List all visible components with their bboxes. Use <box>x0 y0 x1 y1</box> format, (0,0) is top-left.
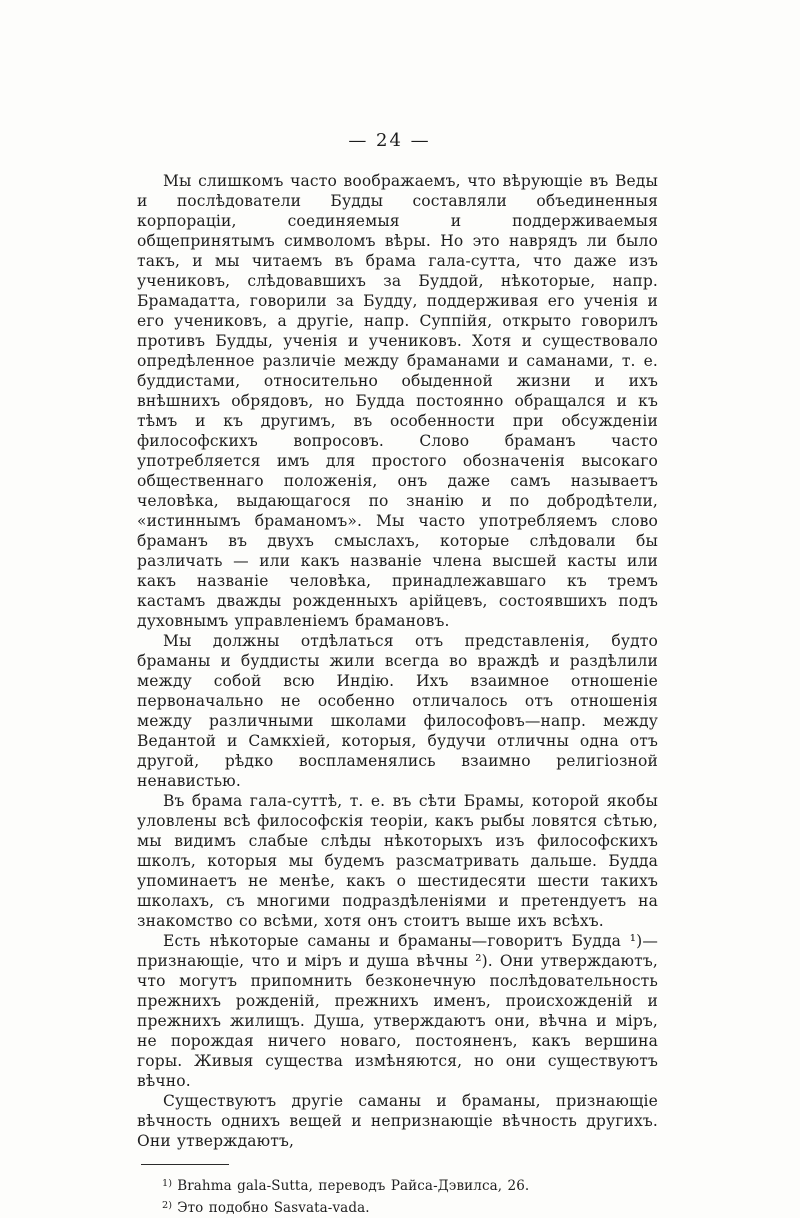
paragraph-4: Есть нѣкоторые саманы и браманы—говоритъ Будда ¹)—признающіе, что и міръ и душа вѣчны ²). Они утверждаютъ, что могутъ припомнить безконечную послѣдовательность прежнихъ рожденій, прежнихъ именъ, происхожденій и прежнихъ жилищъ. Душа, утверждаютъ они, вѣчна и міръ, не порождая ничего новаго, постояненъ, какъ вершина горы. Живыя существа измѣняются, но они существуютъ вѣчно. <box>137 932 658 1090</box>
footnote-2-text: Это подобно Sasvata-vada. <box>177 1199 370 1216</box>
footnote-1-text: Brahma gala-Sutta, переводъ Райса-Дэвилса, 26. <box>177 1177 530 1194</box>
paragraph-3: Въ брама гала-суттѣ, т. е. въ сѣти Брамы, которой якобы уловлены всѣ философскія теоріи, какъ рыбы ловятся сѣтью, мы видимъ слабые слѣды нѣкоторыхъ изъ философскихъ школъ, которыя мы будемъ разсматривать дальше. Будда упоминаетъ не менѣе, какъ о шестидесяти шести такихъ школахъ, съ многими подраздѣленіями и претендуетъ на знакомство со всѣми, хотя онъ стоитъ выше ихъ всѣхъ. <box>137 792 658 930</box>
footnote-1-marker: 1) <box>162 1178 173 1189</box>
text-block <box>137 171 658 1218</box>
footnotes <box>137 1174 658 1218</box>
paragraph-5: Существуютъ другіе саманы и браманы, признающіе вѣчность однихъ вещей и непризнающіе вѣчность другихъ. Они утверждаютъ, <box>137 1092 658 1150</box>
footnote-1 <box>137 1174 658 1196</box>
footnote-divider <box>141 1164 229 1165</box>
paragraph-1: Мы слишкомъ часто воображаемъ, что вѣрующіе въ Веды и послѣдователи Будды составляли объединенныя корпораціи, соединяемыя и поддерживаемыя общепринятымъ символомъ вѣры. Но это наврядъ ли было такъ, и мы читаемъ въ брама гала-сутта, что даже изъ учениковъ, слѣдовавшихъ за Буддой, нѣкоторые, напр. Брамадатта, говорили за Будду, поддерживая его ученія и его учениковъ, а другіе, напр. Суппійя, открыто говорилъ противъ Будды, ученія и учениковъ. Хотя и существовало опредѣленное различіе между браманами и саманами, т. е. буддистами, относительно обыденной жизни и ихъ внѣшнихъ обрядовъ, но Будда постоянно обращался и къ тѣмъ и къ другимъ, въ особенности при обсужденіи философскихъ вопросовъ. Слово браманъ часто употребляется имъ для простого обозначенія высокаго общественнаго положенія, онъ даже самъ называетъ человѣка, выдающагося по знанію и по добродѣтели, «истиннымъ браманомъ». Мы часто употребляемъ слово браманъ въ двухъ смыслахъ, которые слѣдовали бы различать — или какъ названіе члена высшей касты или какъ названіе человѣка, принадлежавшаго къ тремъ кастамъ дважды рожденныхъ арійцевъ, состоявшихъ подъ духовнымъ управленіемъ брамановъ. <box>137 172 658 630</box>
paragraph-2: Мы должны отдѣлаться отъ представленія, будто браманы и буддисты жили всегда во враждѣ и раздѣлили между собой всю Индію. Ихъ взаимное отношеніе первоначально не особенно отличалось отъ отношенія между различными школами философовъ—напр. между Ведантой и Самкхіей, которыя, будучи отличны одна отъ другой, рѣдко воспламенялись взаимно религіозной ненавистью. <box>137 632 658 790</box>
page-number: — 24 — <box>348 130 431 151</box>
footnote-2 <box>137 1196 658 1218</box>
footnote-2-marker: 2) <box>162 1199 173 1211</box>
